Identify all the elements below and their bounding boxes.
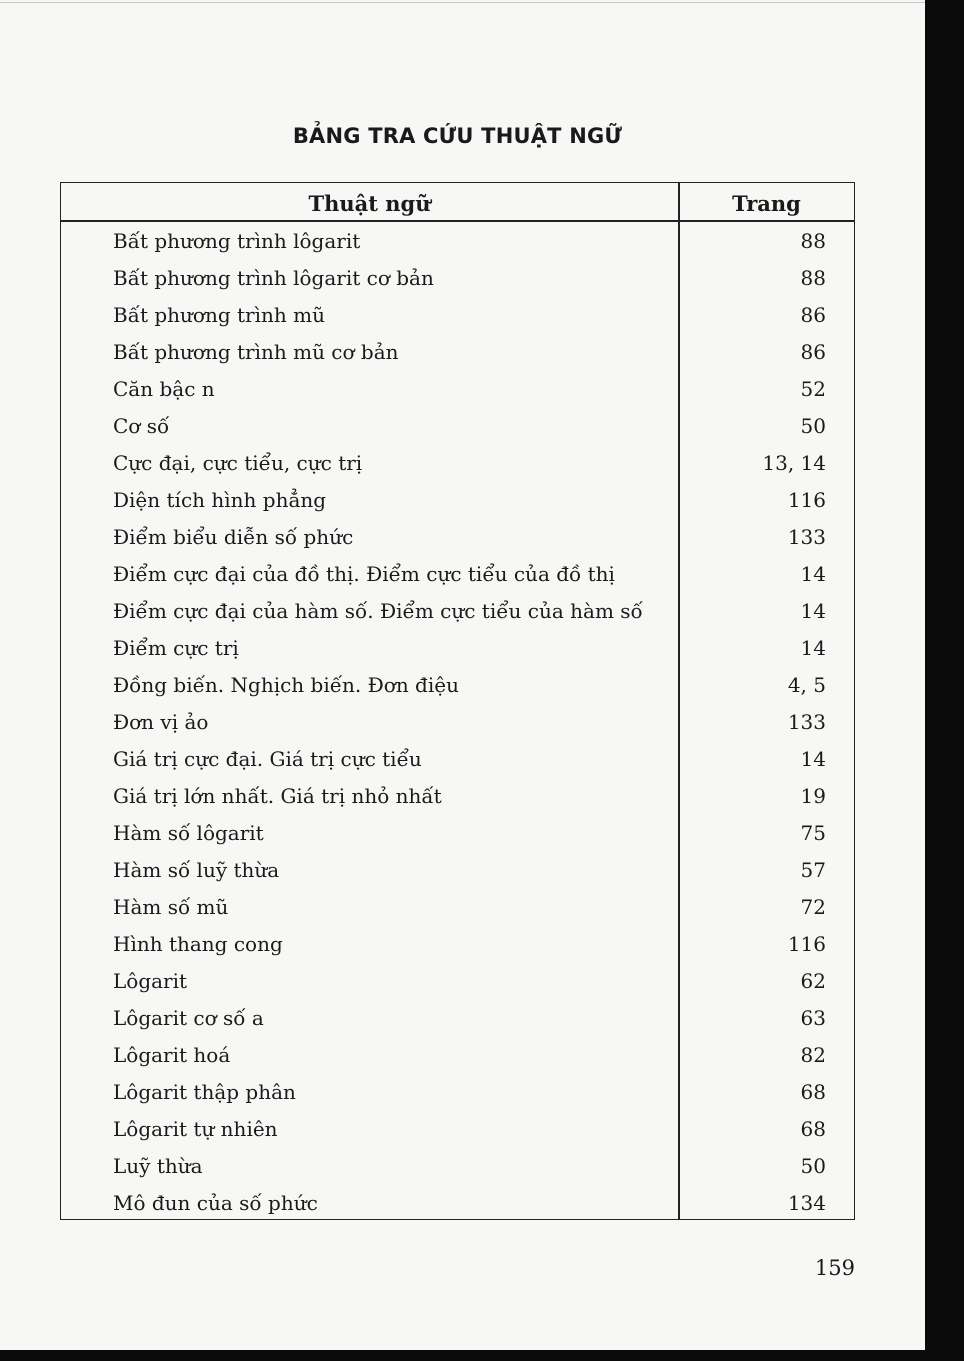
table-row — [61, 927, 854, 964]
table-row — [61, 705, 854, 742]
term-cell: Điểm cực đại của hàm số. Điểm cực tiểu của hàm số — [113, 599, 643, 623]
page-cell: 133 — [787, 525, 826, 549]
term-cell: Lôgarit — [113, 969, 188, 993]
page-cell: 86 — [800, 340, 826, 364]
table-row — [61, 853, 854, 890]
term-cell: Hàm số lôgarit — [113, 821, 264, 845]
glossary-table — [60, 182, 855, 1220]
page-cell: 86 — [800, 303, 826, 327]
term-cell: Luỹ thừa — [113, 1154, 203, 1178]
table-row — [61, 557, 854, 594]
table-row — [61, 742, 854, 779]
term-cell: Điểm biểu diễn số phức — [113, 525, 354, 549]
page-cell: 13, 14 — [762, 451, 826, 475]
term-cell: Hàm số mũ — [113, 895, 229, 919]
table-body — [61, 224, 854, 1223]
page-cell: 88 — [800, 229, 826, 253]
table-row — [61, 964, 854, 1001]
page-cell: 14 — [800, 747, 826, 771]
page-title: BẢNG TRA CỨU THUẬT NGỮ — [292, 124, 623, 148]
term-cell: Lôgarit thập phân — [113, 1080, 296, 1104]
table-row — [61, 224, 854, 261]
page-cell: 133 — [787, 710, 826, 734]
term-cell: Hàm số luỹ thừa — [113, 858, 280, 882]
header-term: Thuật ngữ — [308, 191, 431, 216]
table-row — [61, 335, 854, 372]
scan-border-right — [925, 0, 964, 1361]
header-divider — [61, 220, 854, 222]
table-row — [61, 1149, 854, 1186]
term-cell: Điểm cực đại của đồ thị. Điểm cực tiểu của đồ thị — [113, 562, 615, 586]
table-row — [61, 631, 854, 668]
table-row — [61, 668, 854, 705]
table-row — [61, 483, 854, 520]
page-cell: 68 — [800, 1117, 826, 1141]
page-cell: 63 — [800, 1006, 826, 1030]
term-cell: Hình thang cong — [113, 932, 283, 956]
page-cell: 62 — [800, 969, 826, 993]
term-cell: Bất phương trình lôgarit cơ bản — [113, 266, 434, 290]
table-row — [61, 409, 854, 446]
term-cell: Căn bậc n — [113, 377, 215, 401]
term-cell: Cực đại, cực tiểu, cực trị — [113, 451, 363, 475]
table-row — [61, 372, 854, 409]
term-cell: Điểm cực trị — [113, 636, 239, 660]
table-row — [61, 298, 854, 335]
term-cell: Đơn vị ảo — [113, 710, 209, 734]
page-cell: 52 — [800, 377, 826, 401]
page-cell: 14 — [800, 599, 826, 623]
page-cell: 134 — [787, 1191, 826, 1215]
page-cell: 75 — [800, 821, 826, 845]
term-cell: Diện tích hình phẳng — [113, 488, 327, 512]
term-cell: Bất phương trình lôgarit — [113, 229, 361, 253]
page-cell: 50 — [800, 414, 826, 438]
page-cell: 68 — [800, 1080, 826, 1104]
page-cell: 14 — [800, 636, 826, 660]
term-cell: Lôgarit tự nhiên — [113, 1117, 278, 1141]
page-cell: 57 — [800, 858, 826, 882]
table-row — [61, 594, 854, 631]
term-cell: Lôgarit hoá — [113, 1043, 231, 1067]
table-row — [61, 816, 854, 853]
term-cell: Mô đun của số phức — [113, 1191, 318, 1215]
term-cell: Bất phương trình mũ cơ bản — [113, 340, 399, 364]
table-row — [61, 261, 854, 298]
table-row — [61, 520, 854, 557]
page-number: 159 — [814, 1256, 855, 1280]
page-cell: 14 — [800, 562, 826, 586]
term-cell: Giá trị cực đại. Giá trị cực tiểu — [113, 747, 422, 771]
page-cell: 19 — [800, 784, 826, 808]
table-row — [61, 1001, 854, 1038]
table-row — [61, 779, 854, 816]
table-row — [61, 1186, 854, 1223]
table-row — [61, 1038, 854, 1075]
page-cell: 116 — [787, 488, 826, 512]
page-cell: 4, 5 — [787, 673, 826, 697]
page-cell: 82 — [800, 1043, 826, 1067]
term-cell: Giá trị lớn nhất. Giá trị nhỏ nhất — [113, 784, 442, 808]
page-cell: 116 — [787, 932, 826, 956]
table-row — [61, 1075, 854, 1112]
header-page: Trang — [732, 191, 801, 216]
term-cell: Bất phương trình mũ — [113, 303, 325, 327]
page-cell: 72 — [800, 895, 826, 919]
top-edge-line — [0, 2, 925, 3]
term-cell: Lôgarit cơ số a — [113, 1006, 264, 1030]
table-row — [61, 446, 854, 483]
term-cell: Đồng biến. Nghịch biến. Đơn điệu — [113, 673, 459, 697]
table-row — [61, 890, 854, 927]
page-cell: 50 — [800, 1154, 826, 1178]
term-cell: Cơ số — [113, 414, 170, 438]
page-cell: 88 — [800, 266, 826, 290]
scan-border-bottom — [0, 1350, 964, 1361]
table-row — [61, 1112, 854, 1149]
